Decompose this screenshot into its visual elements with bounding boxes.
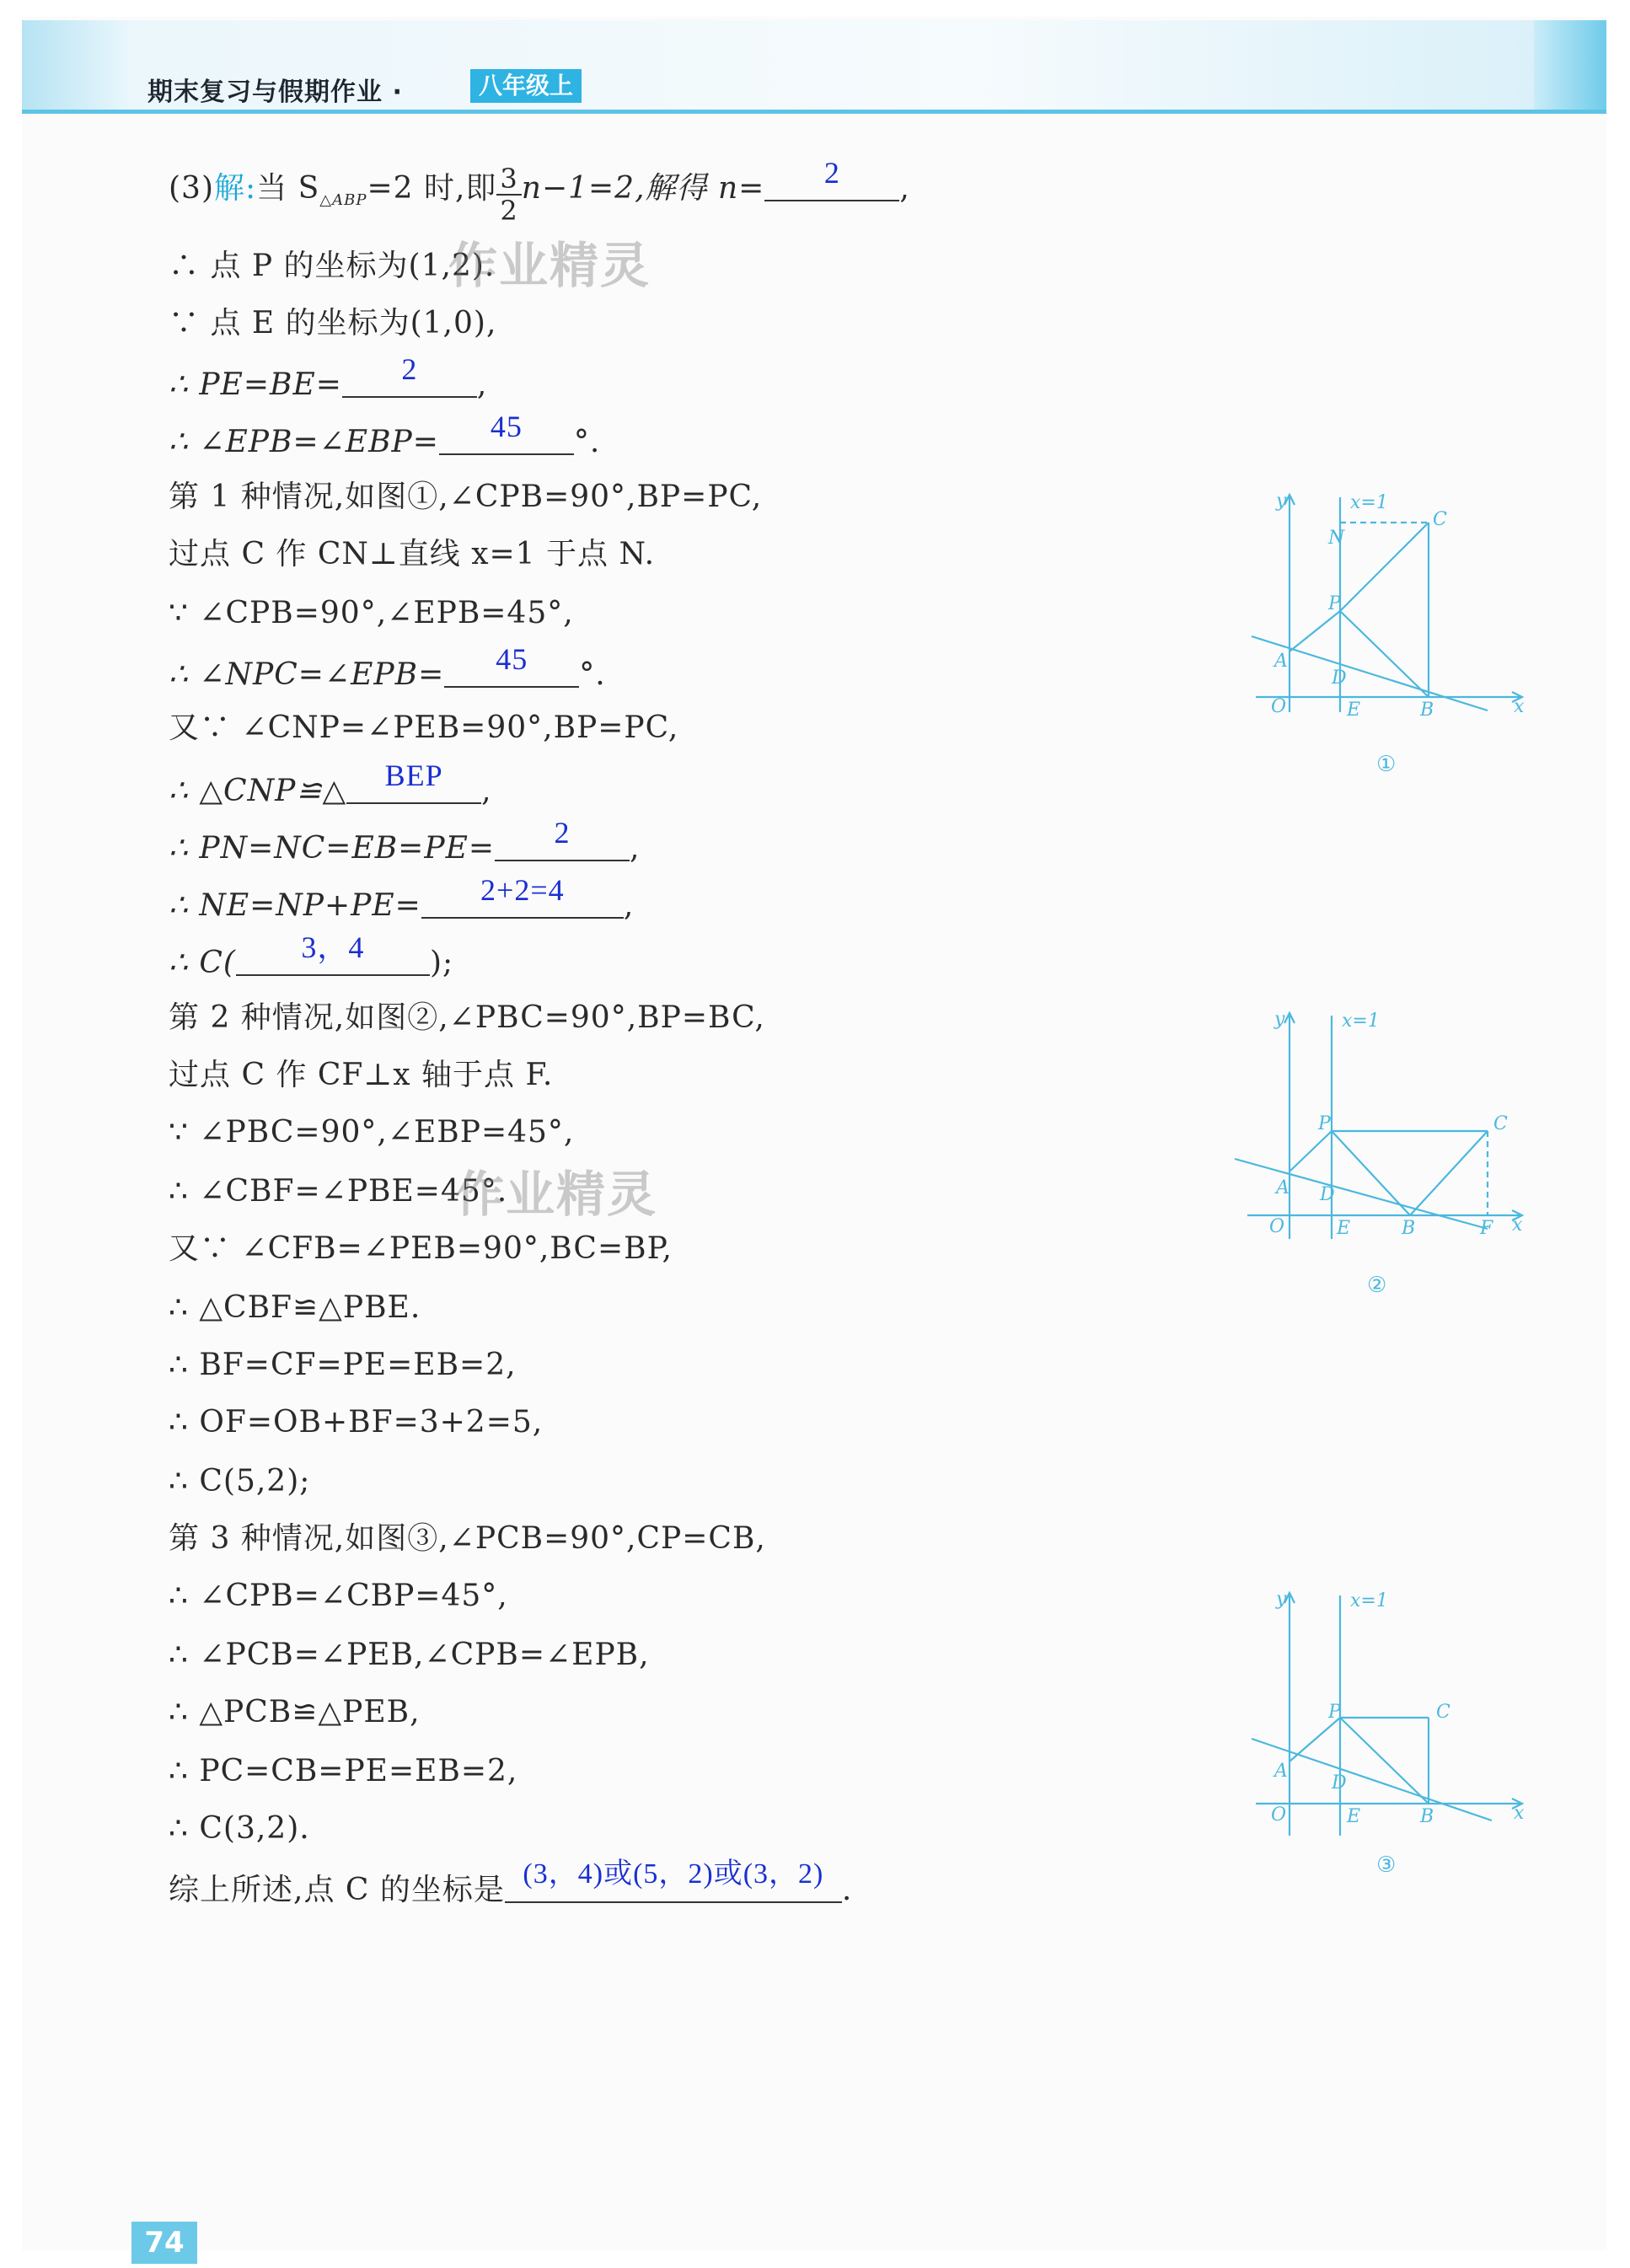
solution-line-15: 第 2 种情况,如图②,∠PBC=90°,BP=BC, (169, 1000, 765, 1035)
text: , (899, 171, 910, 206)
solution-line-13 (169, 873, 635, 925)
solution-line-16: 过点 C 作 CF⊥x 轴于点 F. (169, 1058, 554, 1092)
answer-blank (495, 816, 630, 861)
solution-line-14 (169, 930, 454, 982)
point-c-label: C (1493, 1113, 1508, 1134)
point-f-label: F (1480, 1218, 1493, 1239)
point-b-label: B (1420, 1806, 1434, 1827)
point-p-label: P (1318, 1113, 1331, 1134)
point-a-label: A (1274, 1761, 1288, 1782)
answer-blank (236, 930, 430, 976)
solution-line-23: ∴ C(5,2); (169, 1464, 311, 1499)
solution-line-17: ∵ ∠PBC=90°,∠EBP=45°, (169, 1115, 575, 1150)
figure-1-caption: ① (1376, 752, 1397, 777)
header-rule (22, 110, 1606, 114)
answer-blank (764, 156, 899, 201)
solution-line-5 (169, 410, 601, 461)
book-title: 期末复习与假期作业 · (147, 78, 403, 107)
figure-2-caption: ② (1367, 1273, 1387, 1298)
solution-line-7: 过点 C 作 CN⊥直线 x=1 于点 N. (169, 537, 656, 571)
solution-line-24: 第 3 种情况,如图③,∠PCB=90°,CP=CB, (169, 1521, 766, 1556)
figure-1 (1247, 485, 1534, 729)
solution-line-30 (169, 1858, 853, 1909)
solution-line-28: ∴ PC=CB=PE=EB=2, (169, 1754, 518, 1788)
text: ∴ ∠NPC=∠EPB= (169, 657, 445, 692)
y-axis-label: y (1274, 1009, 1285, 1030)
handwritten-answer: 45 (490, 410, 523, 443)
point-e-label: E (1347, 700, 1361, 721)
solution-line-6: 第 1 种情况,如图①,∠CPB=90°,BP=PC, (169, 480, 763, 514)
page-number: 74 (131, 2222, 197, 2264)
solution-line-27: ∴ △PCB≌△PEB, (169, 1695, 421, 1729)
text: ∴ ∠EPB=∠EBP= (169, 425, 439, 459)
fraction-denominator: 2 (500, 195, 518, 227)
point-n-label: N (1328, 528, 1345, 549)
text: ); (429, 946, 454, 980)
text: ∴ PN=NC=EB=PE= (169, 831, 496, 866)
figure-3 (1247, 1583, 1534, 1844)
line-x1-label: x=1 (1342, 1011, 1380, 1032)
grade-badge: 八年级上 (470, 69, 582, 103)
handwritten-answer: 2 (823, 156, 840, 190)
handwritten-answer: 2 (554, 816, 571, 850)
text: ∴ NE=NP+PE= (169, 888, 421, 923)
answer-blank (505, 1858, 842, 1903)
origin-label: O (1271, 1804, 1287, 1826)
answer-blank (439, 410, 574, 455)
solution-line-29: ∴ C(3,2). (169, 1811, 310, 1846)
solution-line-2: ∴ 点 P 的坐标为(1,2). (169, 249, 496, 283)
x-axis-label: x (1512, 1214, 1523, 1236)
solution-line-18: ∴ ∠CBF=∠PBE=45°. (169, 1174, 508, 1209)
header-right-decoration (1534, 20, 1606, 110)
text: ∴ △CNP≌△ (169, 774, 347, 808)
solution-line-9 (169, 642, 606, 694)
line-x1-label: x=1 (1350, 1590, 1388, 1611)
handwritten-answer: 2 (401, 352, 418, 386)
handwritten-answer: 45 (496, 642, 528, 676)
solution-line-1 (169, 156, 910, 227)
text: n−1=2,解得 n= (521, 171, 765, 206)
answer-blank (342, 352, 477, 398)
point-d-label: D (1332, 1772, 1347, 1793)
header-left-decoration (22, 20, 131, 110)
solution-line-4 (169, 352, 488, 404)
figure-2 (1231, 1003, 1534, 1247)
origin-label: O (1269, 1216, 1285, 1237)
handwritten-answer: 2+2=4 (480, 873, 565, 907)
solution-line-12 (169, 816, 641, 867)
solution-line-19: 又∵ ∠CFB=∠PEB=90°,BC=BP, (169, 1231, 673, 1266)
x-axis-label: x (1514, 1803, 1525, 1824)
text: 当 S (256, 171, 320, 206)
x-axis-label: x (1514, 696, 1525, 717)
text: ∴ C( (169, 946, 236, 980)
solve-label: 解: (214, 171, 257, 206)
text: , (623, 888, 635, 923)
point-p-label: P (1328, 1702, 1341, 1723)
part-label: (3) (169, 171, 214, 206)
point-e-label: E (1337, 1218, 1351, 1239)
solution-line-22: ∴ OF=OB+BF=3+2=5, (169, 1405, 544, 1440)
origin-label: O (1271, 696, 1287, 717)
solution-line-20: ∴ △CBF≌△PBE. (169, 1290, 421, 1325)
text: , (476, 367, 488, 402)
text: =2 时,即 (367, 171, 497, 206)
y-axis-label: y (1276, 491, 1287, 512)
fraction-numerator: 3 (496, 164, 521, 196)
text: 综上所述,点 C 的坐标是 (169, 1873, 505, 1907)
point-b-label: B (1402, 1218, 1416, 1239)
point-c-label: C (1433, 509, 1447, 530)
point-d-label: D (1320, 1184, 1335, 1205)
fraction (496, 164, 521, 226)
handwritten-answer: BEP (384, 759, 443, 792)
handwritten-answer: (3，4)或(5，2)或(3，2) (523, 1858, 824, 1890)
watermark: 作业精灵 (455, 1166, 658, 1223)
watermark: 作业精灵 (448, 237, 651, 294)
y-axis-label: y (1276, 1589, 1287, 1610)
text: , (630, 831, 641, 866)
text: ∴ PE=BE= (169, 367, 342, 402)
line-x1-label: x=1 (1350, 492, 1388, 513)
answer-blank (421, 873, 624, 919)
answer-blank (346, 759, 481, 804)
text: , (481, 774, 492, 808)
answer-blank (444, 642, 579, 688)
point-d-label: D (1332, 668, 1347, 689)
subscript: △ABP (319, 191, 367, 209)
solution-line-26: ∴ ∠PCB=∠PEB,∠CPB=∠EPB, (169, 1638, 650, 1672)
point-a-label: A (1274, 651, 1288, 672)
handwritten-answer: 3，4 (301, 930, 365, 964)
text: °. (579, 657, 606, 692)
solution-line-3: ∵ 点 E 的坐标为(1,0), (169, 306, 497, 340)
text: °. (573, 425, 601, 459)
point-a-label: A (1276, 1177, 1290, 1198)
point-c-label: C (1436, 1702, 1450, 1723)
point-b-label: B (1420, 700, 1434, 721)
solution-line-8: ∵ ∠CPB=90°,∠EPB=45°, (169, 596, 574, 630)
point-e-label: E (1347, 1806, 1361, 1827)
solution-line-21: ∴ BF=CF=PE=EB=2, (169, 1348, 517, 1382)
text: . (841, 1873, 853, 1907)
solution-line-11 (169, 759, 492, 810)
figure-3-caption: ③ (1376, 1852, 1397, 1878)
solution-line-10: 又∵ ∠CNP=∠PEB=90°,BP=PC, (169, 710, 679, 745)
point-p-label: P (1328, 593, 1341, 614)
solution-line-25: ∴ ∠CPB=∠CBP=45°, (169, 1579, 508, 1613)
